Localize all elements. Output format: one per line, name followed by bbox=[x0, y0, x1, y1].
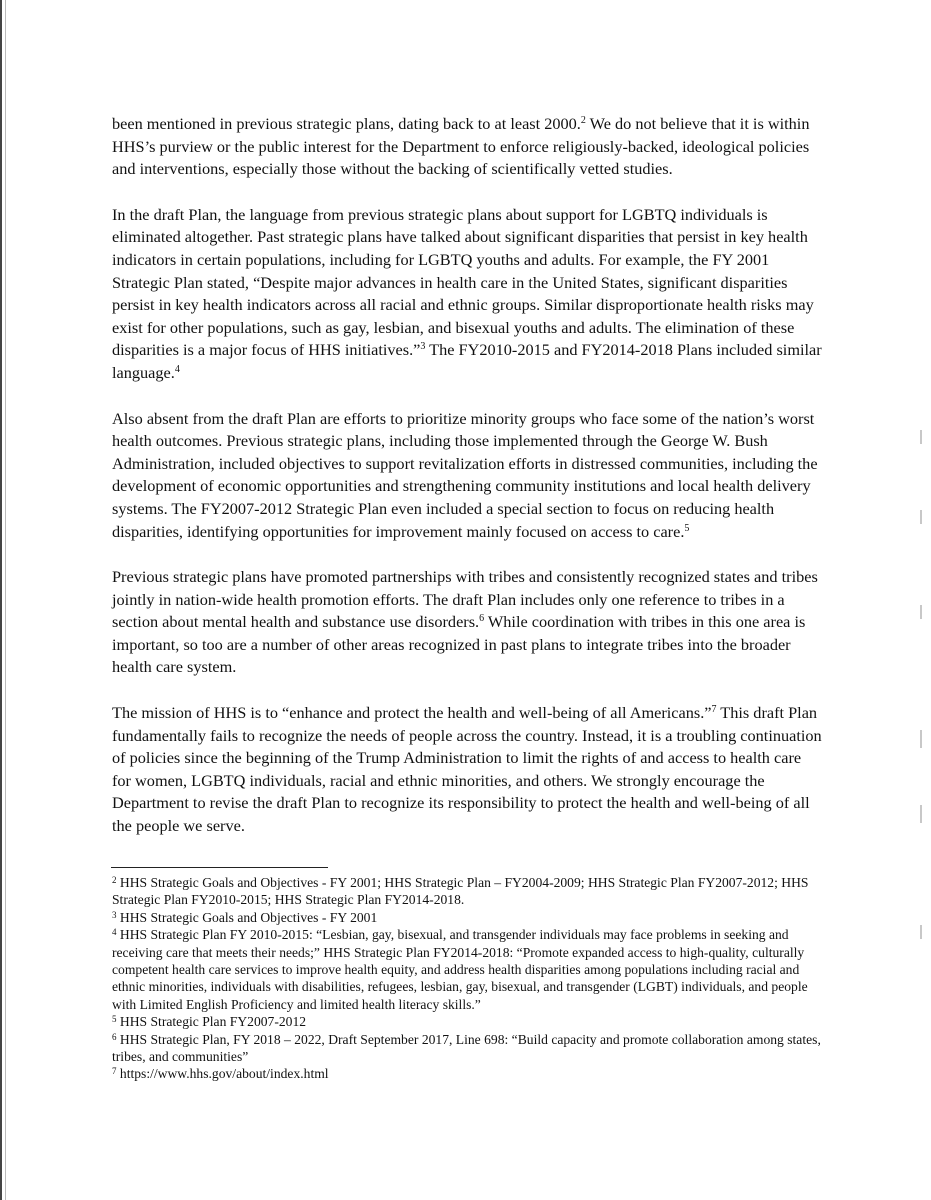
body-paragraph bbox=[112, 204, 824, 385]
footnote-text[interactable]: https://www.hhs.gov/about/index.html bbox=[116, 1066, 329, 1082]
footnote-separator bbox=[111, 867, 328, 868]
footnote-number: 3 bbox=[112, 909, 117, 920]
footnote-item bbox=[112, 926, 828, 1013]
footnote-number: 5 bbox=[112, 1014, 117, 1025]
footnote-reference[interactable]: 5 bbox=[684, 522, 690, 534]
footnotes bbox=[112, 874, 828, 1083]
scan-mark bbox=[920, 430, 922, 444]
footnote-item bbox=[112, 1065, 828, 1082]
footnote-item bbox=[112, 909, 828, 926]
footnote-item bbox=[112, 874, 828, 909]
paragraph-text: We do not believe that it is within HHS’s purview or the public interest for the Department to enforce religiously-backed, ideological policies and interventions, especially those without the backing of scientifically vetted studies. bbox=[112, 114, 810, 179]
paragraph-text: Previous strategic plans have promoted partnerships with tribes and consistently recognized states and tribes jointly in nation-wide health promotion efforts. The draft Plan includes only one reference to tribes in a section about mental health and substance use disorders. bbox=[112, 567, 818, 632]
footnote-number: 6 bbox=[112, 1031, 117, 1042]
footnote-text: HHS Strategic Plan FY 2010-2015: “Lesbian, gay, bisexual, and transgender individuals may face problems in seeking and receiving care that meets their needs;” HHS Strategic Plan FY2014-2018: “Promote expanded access to high-quality, culturally competent health care services to improve health equity, and address health disparities among populations including racial and ethnic minorities, individuals with disabilities, refugees, lesbian, gay, bisexual, and transgender (LGBT) individuals, and people with Limited English Proficiency and limited health literacy skills.” bbox=[112, 927, 808, 1012]
scan-mark bbox=[920, 730, 922, 748]
footnote-reference[interactable]: 4 bbox=[174, 363, 180, 375]
footnote-text: HHS Strategic Goals and Objectives - FY 2001 bbox=[116, 909, 378, 925]
paragraph-text: Also absent from the draft Plan are efforts to prioritize minority groups who face some of the nation’s worst health outcomes. Previous strategic plans, including those implemented through the George W. Bush Administration, included objectives to support revitalization efforts in distressed communities, including the development of economic opportunities and strengthening community institutions and local health delivery systems. The FY2007-2012 Strategic Plan even included a special section to focus on reducing health disparities, identifying opportunities for improvement mainly focused on access to care. bbox=[112, 408, 818, 541]
scan-mark bbox=[920, 805, 922, 823]
footnote-text: HHS Strategic Plan, FY 2018 – 2022, Draft September 2017, Line 698: “Build capacity and promote collaboration among states, tribes, and communities” bbox=[112, 1031, 821, 1065]
paragraph-text: While coordination with tribes in this one area is important, so too are a number of other areas recognized in past plans to integrate tribes into the broader health care system. bbox=[112, 612, 806, 677]
footnote-text: HHS Strategic Goals and Objectives - FY 2001; HHS Strategic Plan – FY2004-2009; HHS Strategic Plan FY2007-2012; HHS Strategic Plan FY2010-2015; HHS Strategic Plan FY2014-2018. bbox=[112, 875, 809, 908]
scan-mark bbox=[920, 925, 922, 939]
body-paragraph bbox=[112, 566, 824, 679]
paragraph-text: been mentioned in previous strategic plans, dating back to at least 2000. bbox=[112, 114, 581, 133]
footnote-number: 4 bbox=[112, 927, 117, 938]
footnote-item bbox=[112, 1031, 828, 1066]
footnote-number: 7 bbox=[112, 1066, 117, 1077]
paragraph-text: This draft Plan fundamentally fails to recognize the needs of people across the country. Instead, it is a troubling continuation of policies since the beginning of the Trump Administration to limit the rights of and access to health care for women, LGBTQ individuals, racial and ethnic minorities, and others. We strongly encourage the Department to revise the draft Plan to recognize its responsibility to protect the health and well-being of all the people we serve. bbox=[112, 703, 822, 836]
paragraph-text: The FY2010-2015 and FY2014-2018 Plans included similar language. bbox=[112, 340, 822, 382]
scan-mark bbox=[920, 510, 922, 524]
scan-mark bbox=[920, 605, 922, 619]
paragraph-text: In the draft Plan, the language from previous strategic plans about support for LGBTQ individuals is eliminated altogether. Past strategic plans have talked about significant disparities that persist in key health indicators in certain populations, including for LGBTQ youths and adults. For example, the FY 2001 Strategic Plan stated, “Despite major advances in health care in the United States, significant disparities persist in key health indicators across all racial and ethnic groups. Similar disproportionate health risks may exist for other populations, such as gay, lesbian, and bisexual youths and adults. The elimination of these disparities is a major focus of HHS initiatives.” bbox=[112, 204, 814, 360]
footnote-text: HHS Strategic Plan FY2007-2012 bbox=[116, 1014, 307, 1030]
body-paragraph bbox=[112, 408, 824, 544]
footnote-reference[interactable]: 2 bbox=[580, 115, 586, 126]
body-paragraph bbox=[112, 113, 824, 181]
footnote-number: 2 bbox=[112, 875, 117, 885]
footnote-reference[interactable]: 6 bbox=[479, 613, 485, 625]
body-paragraph bbox=[112, 702, 824, 838]
footnote-reference[interactable]: 3 bbox=[420, 341, 426, 353]
page-left-edge bbox=[0, 0, 2, 1200]
paragraph-text: The mission of HHS is to “enhance and protect the health and well-being of all Americans.” bbox=[112, 703, 712, 723]
page-left-edge-shadow bbox=[5, 0, 6, 1200]
footnote-item bbox=[112, 1013, 828, 1030]
footnote-reference[interactable]: 7 bbox=[711, 704, 717, 716]
letter-body bbox=[112, 113, 824, 861]
